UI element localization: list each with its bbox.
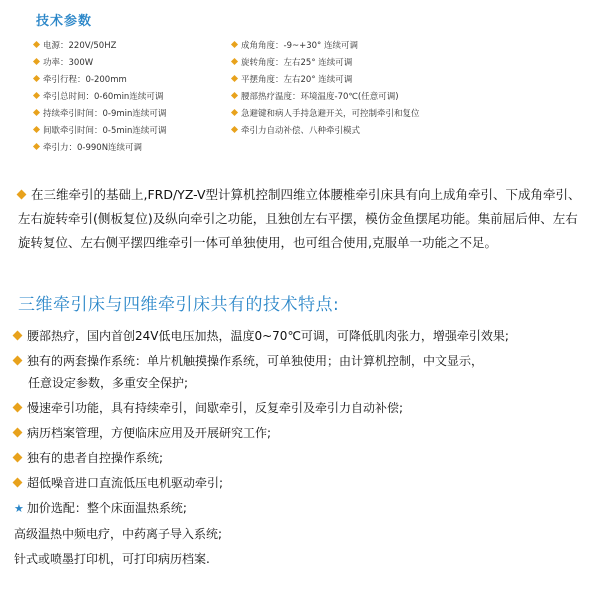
diamond-bullet-icon bbox=[231, 58, 238, 65]
spec-item: 功率：300W bbox=[34, 55, 166, 72]
optional-line: 高级温热中频电疗，中药离子导入系统; bbox=[14, 527, 223, 541]
diamond-bullet-icon bbox=[231, 41, 238, 48]
star-icon: ★ bbox=[14, 502, 24, 515]
spec-item: 持续牵引时间：0-9min连续可调 bbox=[34, 106, 166, 123]
features-list bbox=[14, 325, 594, 573]
diamond-bullet-icon bbox=[33, 126, 40, 133]
diamond-bullet-icon bbox=[33, 75, 40, 82]
diamond-bullet-icon bbox=[33, 143, 40, 150]
diamond-bullet-icon bbox=[33, 58, 40, 65]
spec-column-right bbox=[232, 38, 420, 140]
diamond-bullet-icon bbox=[13, 453, 23, 463]
spec-item: 牵引力自动补偿、八种牵引模式 bbox=[232, 123, 420, 140]
diamond-bullet-icon bbox=[13, 478, 23, 488]
spec-item: 腰部热疗温度：环境温度-70℃(任意可调) bbox=[232, 89, 420, 106]
spec-item: 牵引行程：0-200mm bbox=[34, 72, 166, 89]
spec-item: 牵引总时间：0-60min连续可调 bbox=[34, 89, 166, 106]
spec-item: 成角角度：-9~+30° 连续可调 bbox=[232, 38, 420, 55]
intro-paragraph: 在三维牵引的基础上,FRD/YZ-V型计算机控制四维立体腰椎牵引床具有向上成角牵引、下成角牵引、左右旋转牵引(侧板复位)及纵向牵引之功能，且独创左右平摆，模仿金鱼摆尾功能。集前屈后伸、左右旋转复位、左右侧平摆四维牵引一体可单独使用，也可组合使用,克服单一功能之不足。 bbox=[18, 187, 581, 250]
feature-item: 慢速牵引功能，具有持续牵引，间歇牵引，反复牵引及牵引力自动补偿; bbox=[14, 397, 594, 419]
diamond-bullet-icon bbox=[231, 75, 238, 82]
feature-item: 独有的两套操作系统：单片机触摸操作系统，可单独使用；由计算机控制，中文显示， 任意设定参数，多重安全保护; bbox=[14, 350, 594, 394]
section-title: 技术参数 bbox=[36, 14, 93, 29]
feature-item: 独有的患者自控操作系统; bbox=[14, 447, 594, 469]
spec-item: 旋转角度：左右25° 连续可调 bbox=[232, 55, 420, 72]
diamond-bullet-icon bbox=[13, 403, 23, 413]
spec-item: 间歇牵引时间：0-5min连续可调 bbox=[34, 123, 166, 140]
diamond-bullet-icon bbox=[33, 109, 40, 116]
diamond-bullet-icon bbox=[33, 41, 40, 48]
features-heading: 三维牵引床与四维牵引床共有的技术特点: bbox=[18, 295, 340, 315]
spec-item: 急避键和病人手持急避开关，可控制牵引和复位 bbox=[232, 106, 420, 123]
spec-item: 平摆角度：左右20° 连续可调 bbox=[232, 72, 420, 89]
spec-column-left bbox=[34, 38, 166, 157]
spec-item: 电源：220V/50HZ bbox=[34, 38, 166, 55]
diamond-bullet-icon bbox=[13, 331, 23, 341]
diamond-bullet-icon bbox=[17, 190, 27, 200]
diamond-bullet-icon bbox=[231, 92, 238, 99]
optional-line: 针式或喷墨打印机，可打印病历档案. bbox=[14, 552, 210, 566]
diamond-bullet-icon bbox=[13, 428, 23, 438]
spec-item: 牵引力：0-990N连续可调 bbox=[34, 140, 166, 157]
feature-item: 腰部热疗，国内首创24V低电压加热，温度0~70℃可调，可降低肌肉张力，增强牵引效果; bbox=[14, 325, 594, 347]
feature-item: 超低噪音进口直流低压电机驱动牵引; bbox=[14, 472, 594, 494]
diamond-bullet-icon bbox=[231, 126, 238, 133]
diamond-bullet-icon bbox=[33, 92, 40, 99]
diamond-bullet-icon bbox=[231, 109, 238, 116]
optional-item: ★ 加价选配：整个床面温热系统; bbox=[14, 501, 187, 515]
diamond-bullet-icon bbox=[13, 356, 23, 366]
feature-item: 病历档案管理，方便临床应用及开展研究工作; bbox=[14, 422, 594, 444]
